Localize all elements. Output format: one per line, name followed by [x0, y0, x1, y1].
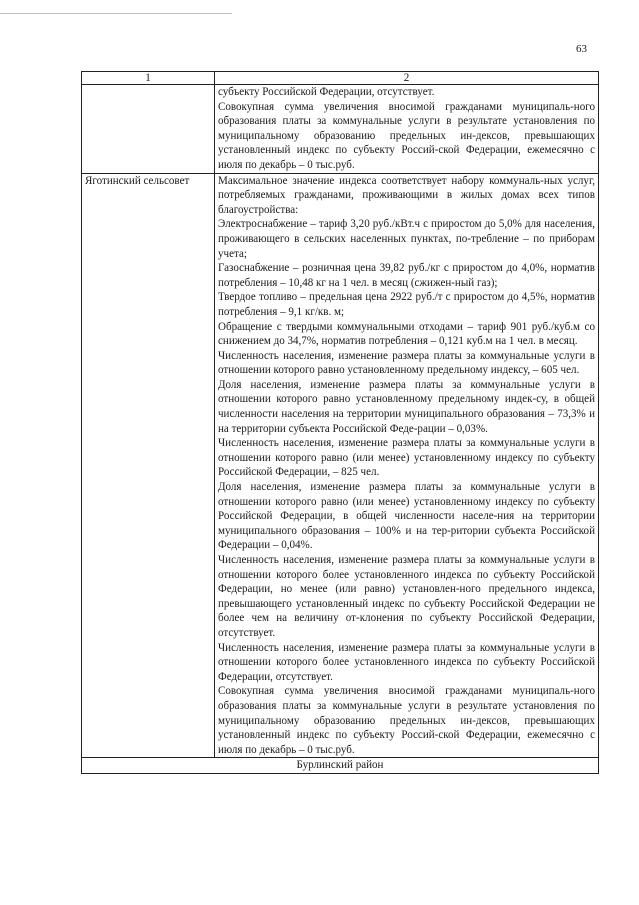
paragraph: Численность населения, изменение размера платы за коммунальные услуги в отношении которого более установленного индекса по субъекту Российской Федерации, но менее (или равно) установлен-ного предельного индекса, превышающего установленный индекс по субъекту Российской Федерации не более чем на величину от-клонения по субъекту Российской Федерации, отсутствует.: [218, 554, 595, 639]
paragraph: Электроснабжение – тариф 3,20 руб./кВт.ч с приростом до 5,0% для населения, проживающего в сельских населенных пунктах, по-требление – по приборам учета;: [218, 218, 595, 260]
description-cell: [215, 173, 599, 758]
paragraph: Доля населения, изменение размера платы за коммунальные услуги в отношении которого равно установленному предельному индек-су, в общей численности населения на территории муниципального образования – 73,3% и на территории субъекта Российской Феде-рации – 0,03%.: [218, 378, 595, 435]
table-row-district: [82, 758, 599, 774]
district-heading: Бурлинский район: [82, 758, 599, 774]
paragraph: Газоснабжение – розничная цена 39,82 руб./кг с приростом до 4,0%, норматив потребления – 10,48 кг на 1 чел. в месяц (сжижен-ный газ);: [218, 262, 595, 289]
table-row-yagotinsky: [82, 173, 599, 758]
paragraph: Численность населения, изменение размера платы за коммунальные услуги в отношении которого более установленного индекса по субъекту Российской Федерации, отсутствует.: [218, 641, 595, 683]
header-col-1: 1: [82, 72, 215, 85]
header-col-2: 2: [215, 72, 599, 85]
municipality-cell: Яготинский сельсовет: [82, 173, 215, 758]
description-cell: [215, 85, 599, 174]
paragraph: Обращение с твердыми коммунальными отходами – тариф 901 руб./куб.м со снижением до 34,7%, норматив потребления – 0,121 куб.м на 1 чел. в месяц.: [218, 320, 595, 348]
municipality-cell-empty: [82, 85, 215, 174]
page-number: 63: [576, 43, 587, 55]
data-table: [81, 71, 599, 774]
paragraph: Доля населения, изменение размера платы за коммунальные услуги в отношении которого равно (или менее) установленному индексу по субъекту Российской Федерации, в общей численности населе-ния на территории муниципального образования – 100% и на тер-ритории субъекта Российской Федерации – 0,04%.: [218, 481, 595, 552]
top-rule: [0, 13, 232, 14]
paragraph: Совокупная сумма увеличения вносимой гражданами муниципаль-ного образования платы за коммунальные услуги в результате установления по муниципальному образованию предельных ин-дексов, превышающих установленный индекс по субъекту Россий-ской Федерации, ежемесячно с июля по декабрь – 0 тыс.руб.: [218, 100, 595, 171]
paragraph: Численность населения, изменение размера платы за коммунальные услуги в отношении которого равно (или менее) установленному индексу по субъекту Российской Федерации, – 825 чел.: [218, 437, 595, 479]
paragraph: Совокупная сумма увеличения вносимой гражданами муниципаль-ного образования платы за коммунальные услуги в результате установления по муниципальному образованию предельных ин-дексов, превышающих установленный индекс по субъекту Россий-ской Федерации, ежемесячно с июля по декабрь – 0 тыс.руб.: [218, 685, 595, 756]
table-header-row: [82, 72, 599, 85]
paragraph: Максимальное значение индекса соответствует набору коммуналь-ных услуг, потребляемых гражданами, проживающими в жилых домах всех типов благоустройства:: [218, 174, 595, 216]
table-row-continuation: [82, 85, 599, 174]
paragraph: Твердое топливо – предельная цена 2922 руб./т с приростом до 4,5%, норматив потребления – 9,1 кг/кв. м;: [218, 291, 595, 318]
paragraph: Численность населения, изменение размера платы за коммунальные услуги в отношении которого равно установленному предельному индексу, – 605 чел.: [218, 349, 595, 377]
paragraph: субъекту Российской Федерации, отсутствует.: [218, 86, 435, 98]
